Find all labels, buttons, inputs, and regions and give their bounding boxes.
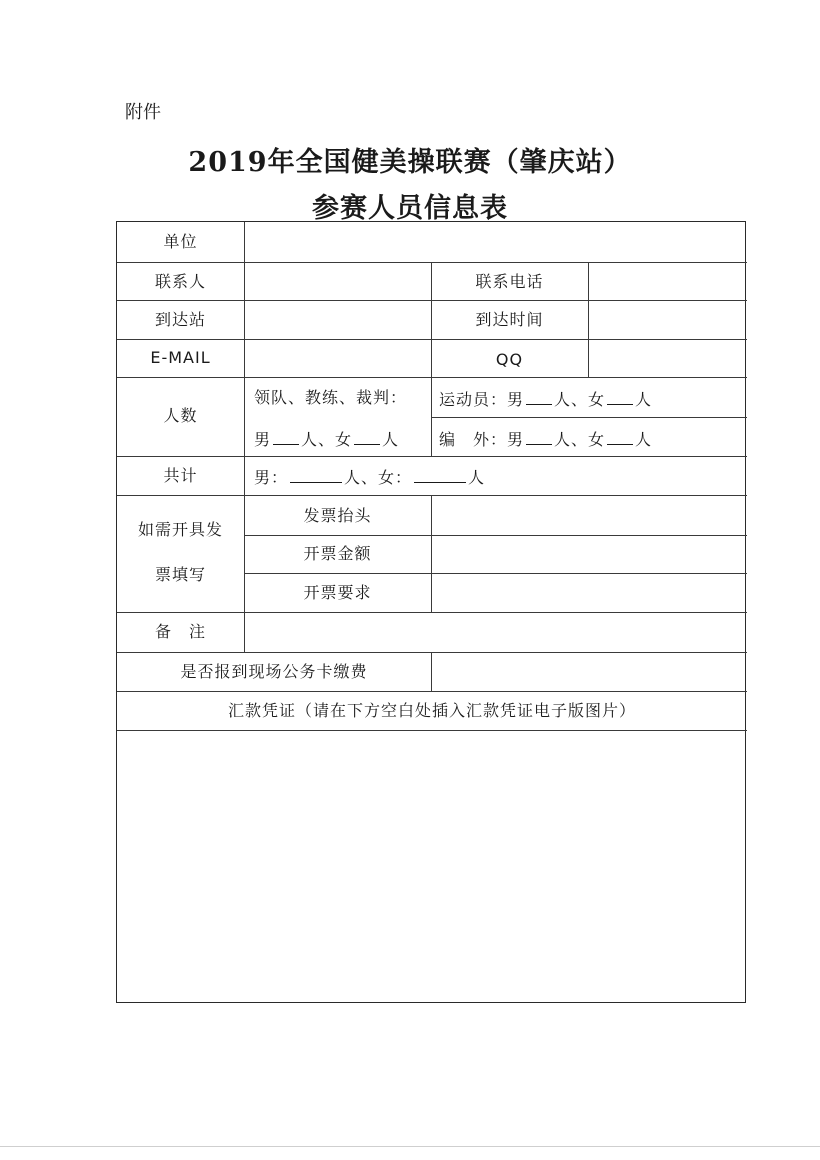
total-count-line[interactable] (254, 466, 485, 488)
staff-label: 领队、教练、裁判： (254, 388, 408, 407)
page-bottom-line (0, 1146, 820, 1147)
card-payment-label: 是否报到现场公务卡缴费 (180, 662, 368, 681)
email-label: E-MAIL (150, 348, 211, 367)
person-unit: 人 (635, 430, 653, 449)
form-title: 2019年全国健美操联赛（肇庆站） (188, 147, 632, 178)
person-sep: 人、女 (554, 390, 606, 409)
total-female-prefix: 人、女： (344, 468, 413, 487)
extra-count-line[interactable] (439, 428, 652, 450)
form-subtitle: 参赛人员信息表 (312, 193, 508, 224)
extra-male-blank[interactable] (526, 428, 552, 445)
attachment-label: 附件 (125, 102, 161, 123)
remittance-label: 汇款凭证（请在下方空白处插入汇款凭证电子版图片） (227, 701, 636, 720)
invoice-requirement-label: 开票要求 (303, 583, 372, 602)
remarks-field[interactable] (245, 613, 747, 652)
remittance-image-area[interactable] (117, 731, 747, 1001)
qq-label: QQ (495, 350, 524, 369)
row-divider (431, 417, 747, 418)
staff-male-blank[interactable] (273, 428, 299, 445)
arrival-station-label: 到达站 (154, 310, 206, 329)
card-payment-field[interactable] (432, 653, 747, 691)
count-label: 人数 (163, 406, 198, 425)
person-unit: 人 (635, 390, 653, 409)
unit-field[interactable] (245, 222, 747, 262)
total-label: 共计 (163, 466, 198, 485)
invoice-amount-field[interactable] (432, 536, 747, 573)
total-female-blank[interactable] (414, 466, 466, 483)
contact-field[interactable] (245, 263, 431, 300)
registration-form-table (116, 221, 746, 1003)
row-divider (117, 377, 747, 378)
qq-field[interactable] (589, 340, 747, 377)
invoice-title-field[interactable] (432, 496, 747, 535)
remarks-label: 备 注 (154, 622, 206, 641)
athlete-female-blank[interactable] (607, 388, 633, 405)
total-male-blank[interactable] (290, 466, 342, 483)
invoice-label-line1: 如需开具发 (137, 520, 223, 539)
total-male-prefix: 男： (254, 468, 289, 487)
row-divider (117, 691, 747, 692)
person-sep: 人、女 (301, 430, 353, 449)
arrival-time-field[interactable] (589, 301, 747, 339)
person-unit: 人 (382, 430, 400, 449)
athlete-count-line[interactable] (439, 388, 652, 410)
unit-label: 单位 (163, 232, 198, 251)
male-prefix: 男 (254, 430, 272, 449)
extra-prefix: 编 外：男 (439, 430, 525, 449)
contact-label: 联系人 (154, 272, 206, 291)
phone-field[interactable] (589, 263, 747, 300)
arrival-time-label: 到达时间 (475, 310, 544, 329)
row-divider (117, 456, 747, 457)
phone-label: 联系电话 (475, 272, 544, 291)
invoice-title-label: 发票抬头 (303, 506, 372, 525)
email-field[interactable] (245, 340, 431, 377)
athlete-male-blank[interactable] (526, 388, 552, 405)
athlete-prefix: 运动员：男 (439, 390, 525, 409)
arrival-station-field[interactable] (245, 301, 431, 339)
person-unit: 人 (468, 468, 486, 487)
invoice-requirement-field[interactable] (432, 574, 747, 612)
col-divider (431, 377, 432, 456)
staff-count-line[interactable] (254, 428, 399, 450)
staff-female-blank[interactable] (354, 428, 380, 445)
invoice-amount-label: 开票金额 (303, 544, 372, 563)
person-sep: 人、女 (554, 430, 606, 449)
extra-female-blank[interactable] (607, 428, 633, 445)
invoice-label-line2: 票填写 (154, 565, 206, 584)
